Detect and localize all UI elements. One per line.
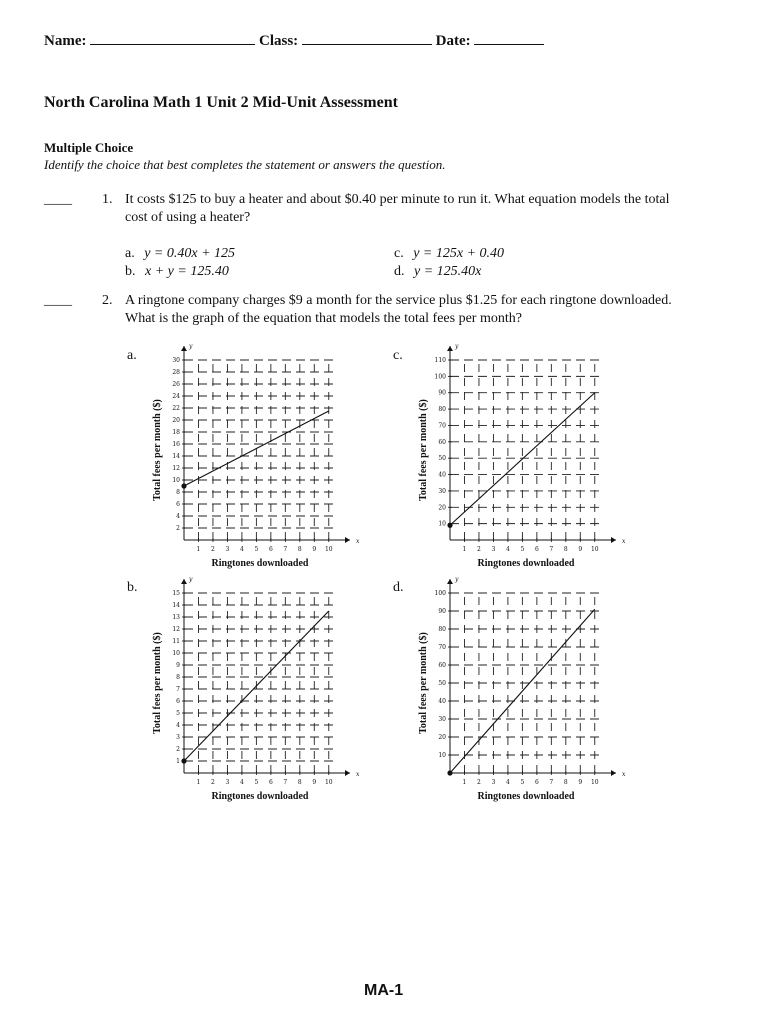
y-tick-label: 70 <box>438 644 446 651</box>
y-axis-arrow <box>181 346 187 351</box>
x-tick-label: 5 <box>254 779 259 786</box>
y-tick-label: 28 <box>172 369 180 376</box>
x-tick-label: 3 <box>225 546 230 553</box>
graph-d-svg <box>414 575 634 810</box>
y-tick-label: 10 <box>172 650 180 657</box>
q2-choice-d-letter[interactable]: d. <box>393 580 404 595</box>
q1-choice-d[interactable] <box>394 264 481 280</box>
y-tick-label: 90 <box>438 389 446 397</box>
x-tick-label: 7 <box>549 546 554 553</box>
y-tick-label: 90 <box>438 608 446 615</box>
y-tick-label: 20 <box>438 504 446 512</box>
y-tick-label: 12 <box>172 626 180 633</box>
choice-letter: a. <box>125 246 135 261</box>
y-tick-label: 6 <box>176 501 180 508</box>
data-line <box>450 609 595 773</box>
y-tick-label: 13 <box>172 614 180 621</box>
y-tick-label: 18 <box>172 429 180 436</box>
graph-d[interactable] <box>414 575 634 815</box>
x-tick-label: 10 <box>324 779 333 786</box>
name-field[interactable] <box>90 31 255 45</box>
y-axis-letter: y <box>455 576 459 583</box>
x-tick-label: 8 <box>563 546 568 553</box>
y-tick-label: 15 <box>172 590 180 597</box>
q1-choice-c[interactable] <box>394 246 504 262</box>
y-tick-label: 24 <box>172 393 180 400</box>
x-tick-label: 10 <box>590 779 599 786</box>
x-tick-label: 7 <box>549 779 554 786</box>
x-tick-label: 4 <box>505 779 510 786</box>
y-axis-letter: y <box>455 343 459 350</box>
x-tick-label: 2 <box>477 546 481 553</box>
x-tick-label: 9 <box>312 546 317 553</box>
y-tick-label: 110 <box>434 357 446 364</box>
y-tick-label: 100 <box>434 590 446 597</box>
y-tick-label: 3 <box>176 734 180 741</box>
y-tick-label: 40 <box>438 698 446 705</box>
q1-choice-b[interactable] <box>125 264 229 280</box>
x-tick-label: 3 <box>491 779 496 786</box>
choice-text: y = 125.40x <box>414 264 482 279</box>
x-axis-arrow <box>345 537 350 543</box>
question-2-text-line-2: What is the graph of the equation that models the total fees per month? <box>125 311 522 326</box>
y-tick-label: 14 <box>172 602 180 609</box>
question-1-text-line-2: cost of using a heater? <box>125 210 251 225</box>
y-axis-title: Total fees per month ($) <box>418 632 429 734</box>
y-axis-arrow <box>447 579 453 584</box>
y-tick-label: 1 <box>176 758 180 765</box>
y-tick-label: 70 <box>438 422 446 430</box>
choice-text: y = 0.40x + 125 <box>144 246 236 261</box>
y-tick-label: 26 <box>172 381 180 388</box>
x-axis-arrow <box>345 770 350 776</box>
y-tick-label: 9 <box>176 662 180 669</box>
data-point-start <box>181 483 186 488</box>
y-axis-title: Total fees per month ($) <box>418 399 429 501</box>
x-tick-label: 10 <box>324 546 333 553</box>
x-axis-letter: x <box>622 771 626 778</box>
header-fields <box>44 31 544 50</box>
graph-b-svg <box>148 575 368 810</box>
x-axis-letter: x <box>356 538 360 545</box>
y-tick-label: 8 <box>176 489 180 496</box>
y-tick-label: 30 <box>438 716 446 723</box>
x-tick-label: 8 <box>563 779 568 786</box>
y-tick-label: 60 <box>438 438 446 446</box>
data-point-start <box>181 758 186 763</box>
q2-choice-b-letter[interactable]: b. <box>127 580 138 595</box>
y-tick-label: 30 <box>438 487 446 495</box>
graph-c[interactable] <box>414 342 634 582</box>
choice-text: x + y = 125.40 <box>145 264 229 279</box>
x-tick-label: 4 <box>239 546 244 553</box>
x-tick-label: 4 <box>505 546 510 553</box>
data-point-start <box>447 770 452 775</box>
x-tick-label: 1 <box>196 779 201 786</box>
y-tick-label: 20 <box>172 417 180 424</box>
question-2-text-line-1: A ringtone company charges $9 a month for the service plus $1.25 for each ringtone downloaded. <box>125 293 672 308</box>
graph-b[interactable] <box>148 575 368 815</box>
y-axis-title: Total fees per month ($) <box>152 632 163 734</box>
y-tick-label: 2 <box>176 525 180 532</box>
x-axis-letter: x <box>356 771 360 778</box>
choice-text: y = 125x + 0.40 <box>413 246 505 261</box>
x-axis-title: Ringtones downloaded <box>477 558 575 569</box>
data-point-start <box>447 523 452 528</box>
question-1-text-line-1: It costs $125 to buy a heater and about $0.40 per minute to run it. What equation models the total <box>125 192 670 207</box>
y-tick-label: 22 <box>172 405 180 412</box>
y-tick-label: 40 <box>438 471 446 479</box>
question-number-1: 1. <box>102 192 113 207</box>
x-axis-letter: x <box>622 538 626 545</box>
x-tick-label: 6 <box>534 546 539 553</box>
choice-letter: c. <box>394 246 404 261</box>
x-tick-label: 2 <box>211 546 215 553</box>
class-field[interactable] <box>302 31 432 45</box>
x-tick-label: 6 <box>268 779 273 786</box>
q2-choice-a-letter[interactable]: a. <box>127 348 137 363</box>
x-tick-label: 5 <box>520 779 525 786</box>
section-heading: Multiple Choice <box>44 140 134 155</box>
x-tick-label: 3 <box>491 546 496 553</box>
choice-letter: b. <box>125 264 136 279</box>
x-tick-label: 1 <box>196 546 201 553</box>
y-axis-title: Total fees per month ($) <box>152 399 163 501</box>
class-label: Class: <box>258 33 299 49</box>
graph-c-svg <box>414 342 634 577</box>
y-axis-arrow <box>447 346 453 351</box>
x-tick-label: 10 <box>590 546 599 553</box>
x-tick-label: 6 <box>268 546 273 553</box>
page-title: North Carolina Math 1 Unit 2 Mid-Unit Assessment <box>44 94 398 111</box>
page-label: MA-1 <box>364 982 404 999</box>
date-label: Date: <box>435 33 471 49</box>
x-axis-arrow <box>611 537 616 543</box>
x-tick-label: 9 <box>578 779 583 786</box>
date-field[interactable] <box>474 31 544 45</box>
graph-a-svg <box>148 342 368 577</box>
y-axis-letter: y <box>189 343 193 350</box>
x-tick-label: 8 <box>297 546 302 553</box>
x-axis-title: Ringtones downloaded <box>211 791 309 802</box>
y-tick-label: 10 <box>438 520 446 528</box>
y-tick-label: 5 <box>176 710 180 717</box>
x-axis-title: Ringtones downloaded <box>477 791 575 802</box>
x-tick-label: 9 <box>312 779 317 786</box>
y-axis-arrow <box>181 579 187 584</box>
graph-a[interactable] <box>148 342 368 582</box>
x-tick-label: 2 <box>211 779 215 786</box>
x-tick-label: 2 <box>477 779 481 786</box>
section-instructions: Identify the choice that best completes the statement or answers the question. <box>44 157 446 172</box>
y-tick-label: 7 <box>176 686 180 693</box>
x-tick-label: 9 <box>578 546 583 553</box>
x-tick-label: 7 <box>283 779 288 786</box>
x-tick-label: 1 <box>462 779 467 786</box>
x-tick-label: 3 <box>225 779 230 786</box>
y-tick-label: 60 <box>438 662 446 669</box>
y-tick-label: 6 <box>176 698 180 705</box>
y-tick-label: 80 <box>438 406 446 414</box>
name-label: Name: <box>44 33 87 49</box>
y-tick-label: 4 <box>176 722 180 729</box>
question-number-2: 2. <box>102 293 113 308</box>
choice-letter: d. <box>394 264 405 279</box>
y-tick-label: 20 <box>438 734 446 741</box>
y-axis-letter: y <box>189 576 193 583</box>
answer-blank-2[interactable]: ____ <box>44 293 72 308</box>
x-tick-label: 1 <box>462 546 467 553</box>
x-tick-label: 6 <box>534 779 539 786</box>
q1-choice-a[interactable] <box>125 246 235 262</box>
y-tick-label: 11 <box>172 638 180 645</box>
x-tick-label: 5 <box>520 546 525 553</box>
y-tick-label: 80 <box>438 626 446 633</box>
q2-choice-c-letter[interactable]: c. <box>393 348 403 363</box>
x-axis-title: Ringtones downloaded <box>211 558 309 569</box>
y-tick-label: 4 <box>176 513 180 520</box>
y-tick-label: 50 <box>438 680 446 687</box>
x-tick-label: 8 <box>297 779 302 786</box>
y-tick-label: 100 <box>434 373 446 381</box>
y-tick-label: 8 <box>176 674 180 681</box>
x-tick-label: 5 <box>254 546 259 553</box>
y-tick-label: 12 <box>172 465 180 472</box>
x-axis-arrow <box>611 770 616 776</box>
y-tick-label: 30 <box>172 357 180 364</box>
y-tick-label: 10 <box>172 477 180 484</box>
y-tick-label: 50 <box>438 455 446 463</box>
x-tick-label: 4 <box>239 779 244 786</box>
x-tick-label: 7 <box>283 546 288 553</box>
y-tick-label: 10 <box>438 752 446 759</box>
y-tick-label: 14 <box>172 453 180 460</box>
answer-blank-1[interactable]: ____ <box>44 192 72 207</box>
y-tick-label: 16 <box>172 441 180 448</box>
y-tick-label: 2 <box>176 746 180 753</box>
